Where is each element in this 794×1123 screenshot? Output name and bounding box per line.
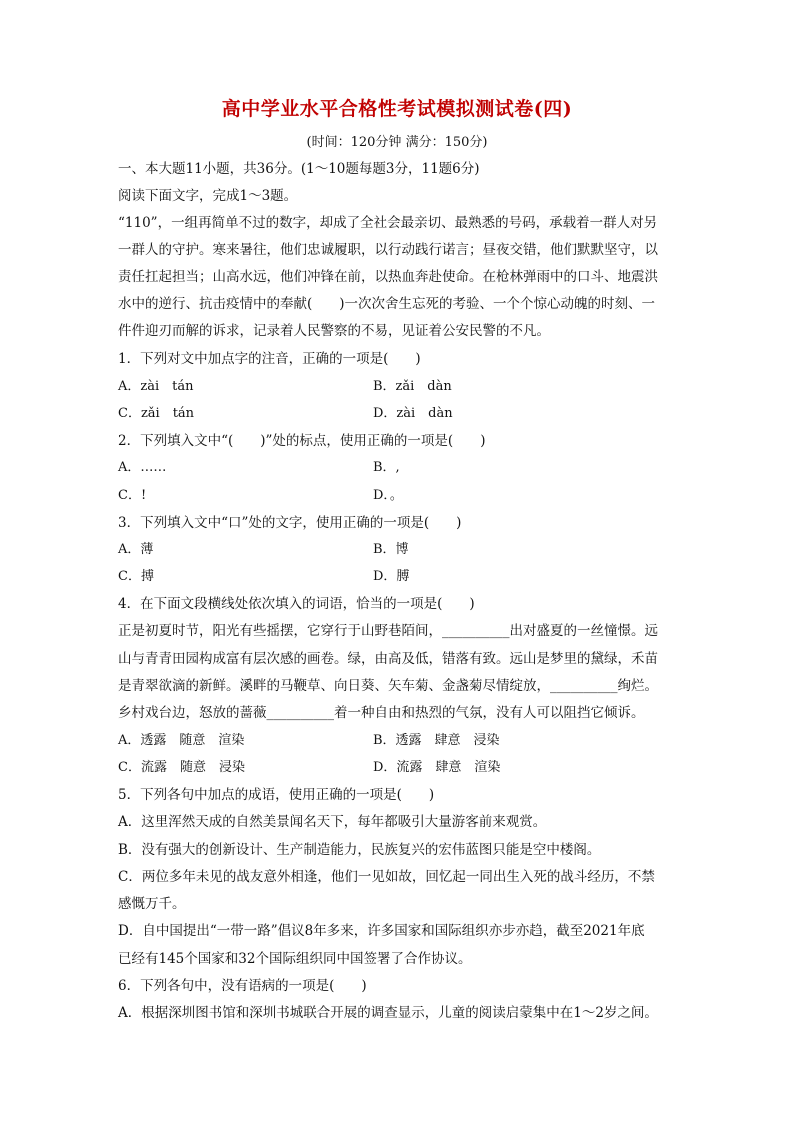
question-4-option-d: D．流露 肆意 渲染 — [373, 760, 501, 775]
question-1-option-c: C．zǎi tán — [118, 406, 195, 421]
question-4-passage-line: 乡村戏台边，怒放的蔷薇__________着一种自由和热烈的气氛，没有人可以阻挡它倾诉。 — [118, 705, 645, 721]
question-3-option-c: C．搏 — [118, 569, 154, 584]
question-4-option-a: A．透露 随意 渲染 — [118, 733, 245, 748]
question-4-option-c: C．流露 随意 浸染 — [118, 760, 245, 775]
question-3-stem: 3．下列填入文中“口”处的文字，使用正确的一项是( ) — [118, 515, 462, 531]
question-2-option-c: C．! — [118, 488, 147, 503]
question-5-option-c: C．两位多年未见的战友意外相逢，他们一见如故，回忆起一同出生入死的战斗经历，不禁 — [118, 869, 655, 885]
question-4-stem: 4．在下面文段横线处依次填入的词语，恰当的一项是( ) — [118, 596, 475, 612]
question-2-stem: 2．下列填入文中“( )”处的标点，使用正确的一项是( ) — [118, 433, 486, 449]
question-5-stem: 5．下列各句中加点的成语，使用正确的一项是( ) — [118, 787, 435, 803]
question-5-option-d-cont: 已经有145个国家和32个国际组织同中国签署了合作协议。 — [118, 951, 472, 967]
question-4-passage-line: 山与青青田园构成富有层次感的画卷。绿，由高及低，错落有致。远山是梦里的黛绿，禾苗 — [118, 651, 658, 667]
question-2-option-d: D．。 — [373, 488, 403, 503]
question-5-option-a: A．这里浑然天成的自然美景闻名天下，每年都吸引大量游客前来观赏。 — [118, 814, 547, 830]
question-4-option-b: B．透露 肆意 浸染 — [373, 733, 500, 748]
question-4-passage-line: 正是初夏时节，阳光有些摇摆，它穿行于山野巷陌间，__________出对盛夏的一丝憧憬。远 — [118, 623, 658, 639]
question-5-option-b: B．没有强大的创新设计、生产制造能力，民族复兴的宏伟蓝图只能是空中楼阁。 — [118, 842, 601, 858]
question-1-stem: 1．下列对文中加点字的注音，正确的一项是( ) — [118, 351, 421, 367]
question-5-option-c-cont: 感慨万千。 — [118, 896, 186, 912]
passage-line: 水中的逆行、抗击疫情中的奉献( )一次次舍生忘死的考验、一个个惊心动魄的时刻、一 — [118, 296, 656, 312]
question-2-option-a: A．…… — [118, 460, 167, 475]
question-6-option-a: A．根据深圳图书馆和深圳书城联合开展的调查显示，儿童的阅读启蒙集中在1～2岁之间。 — [118, 1005, 658, 1021]
passage-line: 一群人的守护。寒来暑往，他们忠诚履职，以行动践行诺言；昼夜交错，他们默默坚守，以 — [118, 242, 658, 258]
question-1-option-b: B．zǎi dàn — [373, 379, 452, 394]
question-4-passage-line: 是青翠欲滴的新鲜。溪畔的马鞭草、向日葵、矢车菊、金盏菊尽情绽放，__________绚烂。 — [118, 678, 658, 694]
question-6-stem: 6．下列各句中，没有语病的一项是( ) — [118, 978, 367, 994]
section-heading: 一、本大题11小题，共36分。(1～10题每题3分，11题6分) — [118, 161, 480, 177]
reading-intro: 阅读下面文字，完成1～3题。 — [118, 188, 298, 204]
exam-meta: (时间：120分钟 满分：150分) — [306, 135, 488, 150]
question-2-option-b: B．, — [373, 460, 400, 475]
question-3-option-a: A．薄 — [118, 542, 154, 557]
question-5-option-d: D．自中国提出“一带一路”倡议8年多来，许多国家和国际组织亦步亦趋，截至2021年底 — [118, 923, 645, 939]
passage-line: “110”，一组再简单不过的数字，却成了全社会最亲切、最熟悉的号码，承载着一群人对另 — [118, 215, 658, 231]
question-1-option-d: D．zài dàn — [373, 406, 453, 421]
passage-line: 责任扛起担当；山高水远，他们冲锋在前，以热血奔赴使命。在枪林弹雨中的口斗、地震洪 — [118, 269, 658, 285]
page-title: 高中学业水平合格性考试模拟测试卷(四) — [221, 98, 573, 120]
question-1-option-a: A．zài tán — [118, 379, 194, 394]
question-3-option-b: B．博 — [373, 542, 409, 557]
question-3-option-d: D．膊 — [373, 569, 410, 584]
passage-line: 件件迎刃而解的诉求，记录着人民警察的不易，见证着公安民警的不凡。 — [118, 323, 550, 339]
